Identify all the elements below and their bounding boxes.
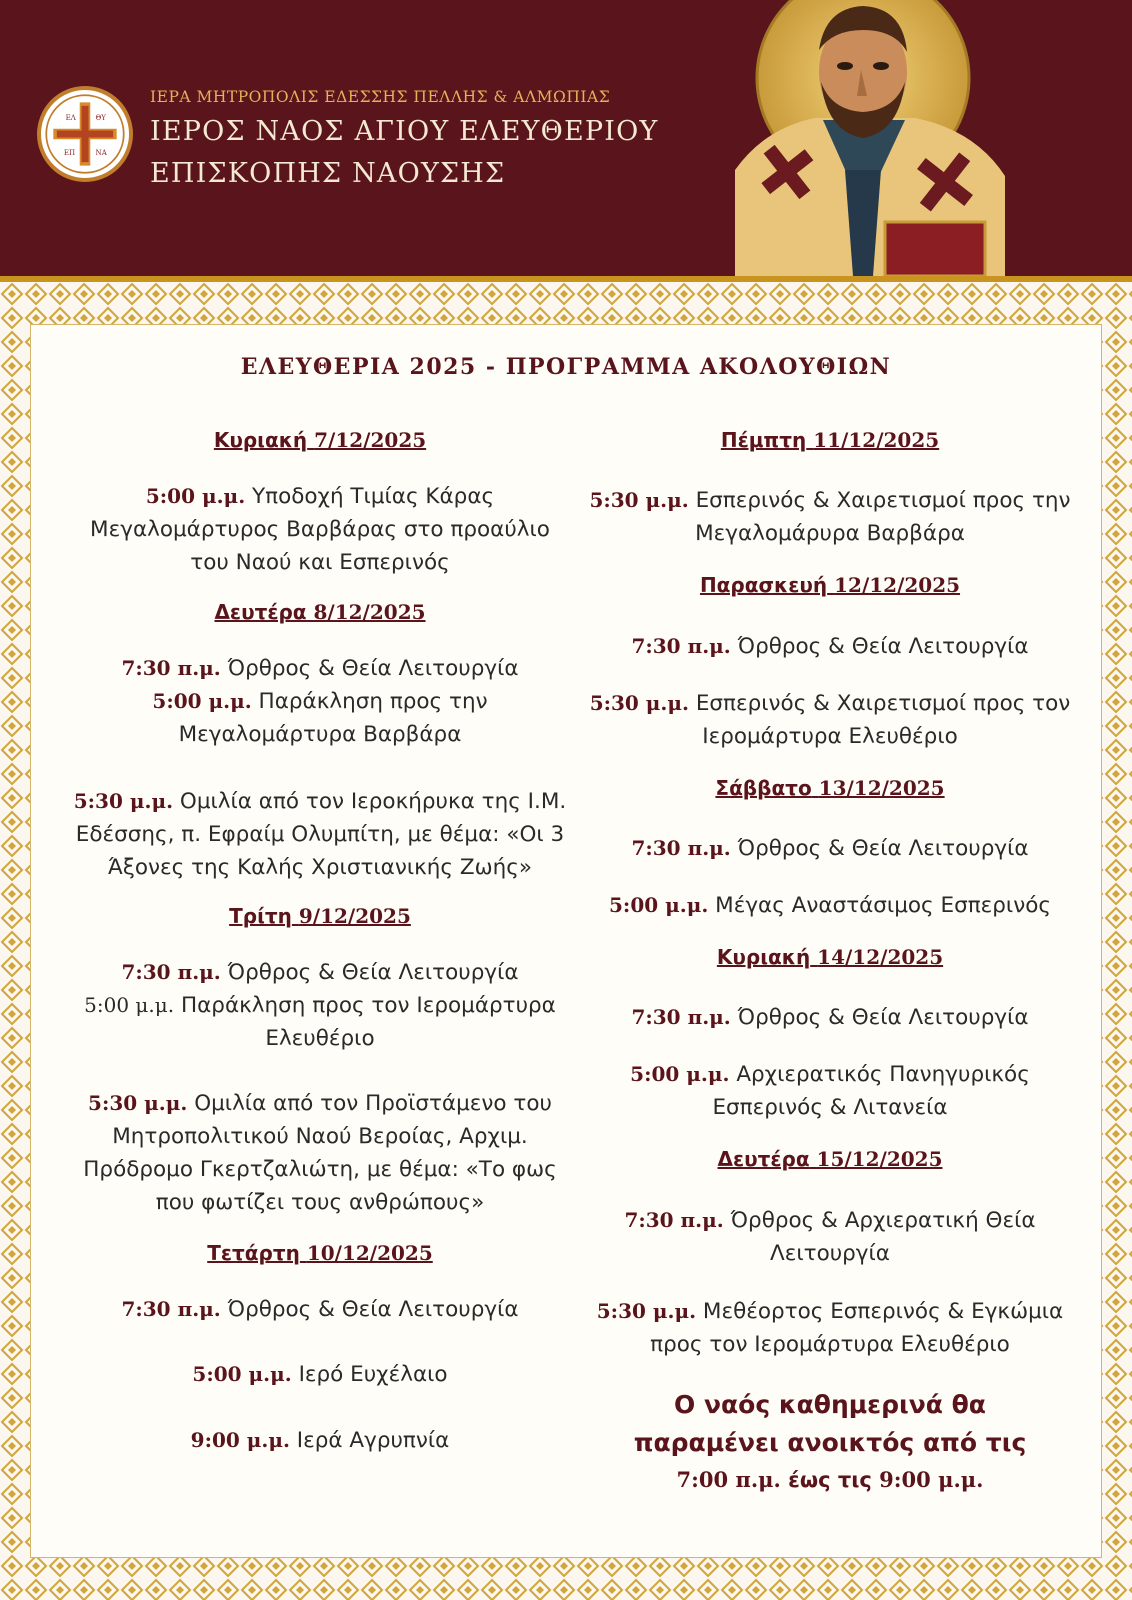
service-entry: 5:00 μ.μ. Αρχιερατικός Πανηγυρικός Εσπερινός & Λιτανεία: [630, 1062, 1030, 1120]
header-banner: [0, 0, 1132, 276]
service-entry: 5:30 μ.μ. Εσπερινός & Χαιρετισμοί προς την Μεγαλομάρυρα Βαρβάρα: [589, 488, 1071, 546]
service-entry: 7:30 π.μ. Όρθρος & Θεία Λειτουργία: [631, 634, 1029, 659]
day-heading: Σάββατο 13/12/2025: [715, 776, 945, 800]
saint-eleftherios-icon: [735, 0, 1025, 276]
metropolis-title: ΙΕΡΑ ΜΗΤΡΟΠΟΛΙΣ ΕΔΕΣΣΗΣ ΠΕΛΛΗΣ & ΑΛΜΩΠΙΑΣ: [150, 88, 611, 106]
svg-text:ΘΥ: ΘΥ: [95, 112, 106, 122]
service-entry: 7:30 π.μ. Όρθρος & Θεία Λειτουργία 5:00 μ.μ. Παράκληση προς την Μεγαλομάρτυρα Βαρβάρα: [121, 656, 519, 747]
service-entry: 7:30 π.μ. Όρθρος & Θεία Λειτουργία: [631, 1005, 1029, 1030]
service-entry: 5:00 μ.μ. Μέγας Αναστάσιμος Εσπερινός: [609, 893, 1051, 918]
opening-hours-note: Ο ναός καθημερινά θα παραμένει ανοικτός από τις 7:00 π.μ. έως τις 9:00 μ.μ.: [633, 1390, 1027, 1492]
service-entry: 7:30 π.μ. Όρθρος & Θεία Λειτουργία 5:00 μ.μ. Παράκληση προς τον Ιερομάρτυρα Ελευθέριο: [84, 960, 556, 1051]
church-subtitle: ΕΠΙΣΚΟΠΗΣ ΝΑΟΥΣΗΣ: [150, 158, 506, 189]
service-entry: 5:30 μ.μ. Ομιλία από τον Προϊστάμενο του Μητροπολιτικού Ναού Βεροίας, Αρχιμ. Πρόδρομο Γκερτζαλιώτη, με θέμα: «Το φως που φωτίζει τους ανθρώπους»: [83, 1091, 557, 1215]
service-entry: 5:00 μ.μ. Υποδοχή Τιμίας Κάρας Μεγαλομάρτυρος Βαρβάρας στο προαύλιο του Ναού και Εσπερινός: [90, 484, 550, 575]
day-heading: Κυριακή 14/12/2025: [716, 945, 944, 969]
day-heading: Δευτέρα 8/12/2025: [214, 600, 426, 624]
day-heading: Τετάρτη 10/12/2025: [207, 1241, 433, 1265]
svg-text:ΝΑ: ΝΑ: [95, 148, 107, 158]
church-name: ΙΕΡΟΣ ΝΑΟΣ ΑΓΙΟΥ ΕΛΕΥΘΕΡΙΟΥ: [150, 116, 659, 147]
service-entry: 5:00 μ.μ. Ιερό Ευχέλαιο: [192, 1362, 448, 1387]
svg-text:ΕΠ: ΕΠ: [63, 148, 76, 158]
metropolis-seal-icon: [37, 86, 133, 182]
service-entry: 7:30 π.μ. Όρθρος & Αρχιερατική Θεία Λειτουργία: [624, 1208, 1036, 1266]
day-heading: Τρίτη 9/12/2025: [229, 904, 411, 928]
service-entry: 9:00 μ.μ. Ιερά Αγρυπνία: [190, 1428, 450, 1453]
service-entry: 5:30 μ.μ. Μεθέορτος Εσπερινός & Εγκώμια προς τον Ιερομάρτυρα Ελευθέριο: [596, 1299, 1064, 1357]
service-entry: 7:30 π.μ. Όρθρος & Θεία Λειτουργία: [121, 1297, 519, 1322]
service-entry: 7:30 π.μ. Όρθρος & Θεία Λειτουργία: [631, 836, 1029, 861]
page-title: ΕΛΕΥΘΕΡΙΑ 2025 - ΠΡΟΓΡΑΜΜΑ ΑΚΟΛΟΥΘΙΩΝ: [240, 354, 892, 380]
service-entry: 5:30 μ.μ. Εσπερινός & Χαιρετισμοί προς τον Ιερομάρτυρα Ελευθέριο: [589, 691, 1071, 749]
day-heading: Δευτέρα 15/12/2025: [717, 1147, 943, 1171]
day-heading: Παρασκευή 12/12/2025: [699, 573, 961, 597]
service-entry: 5:30 μ.μ. Ομιλία από τον Ιεροκήρυκα της Ι.Μ. Εδέσσης, π. Εφραίμ Ολυμπίτη, με θέμα: «Οι 3 Άξονες της Καλής Χριστιανικής Ζωής»: [73, 789, 567, 880]
day-heading: Πέμπτη 11/12/2025: [720, 428, 940, 452]
day-heading: Κυριακή 7/12/2025: [213, 428, 427, 452]
svg-text:ΕΛ: ΕΛ: [65, 112, 76, 122]
